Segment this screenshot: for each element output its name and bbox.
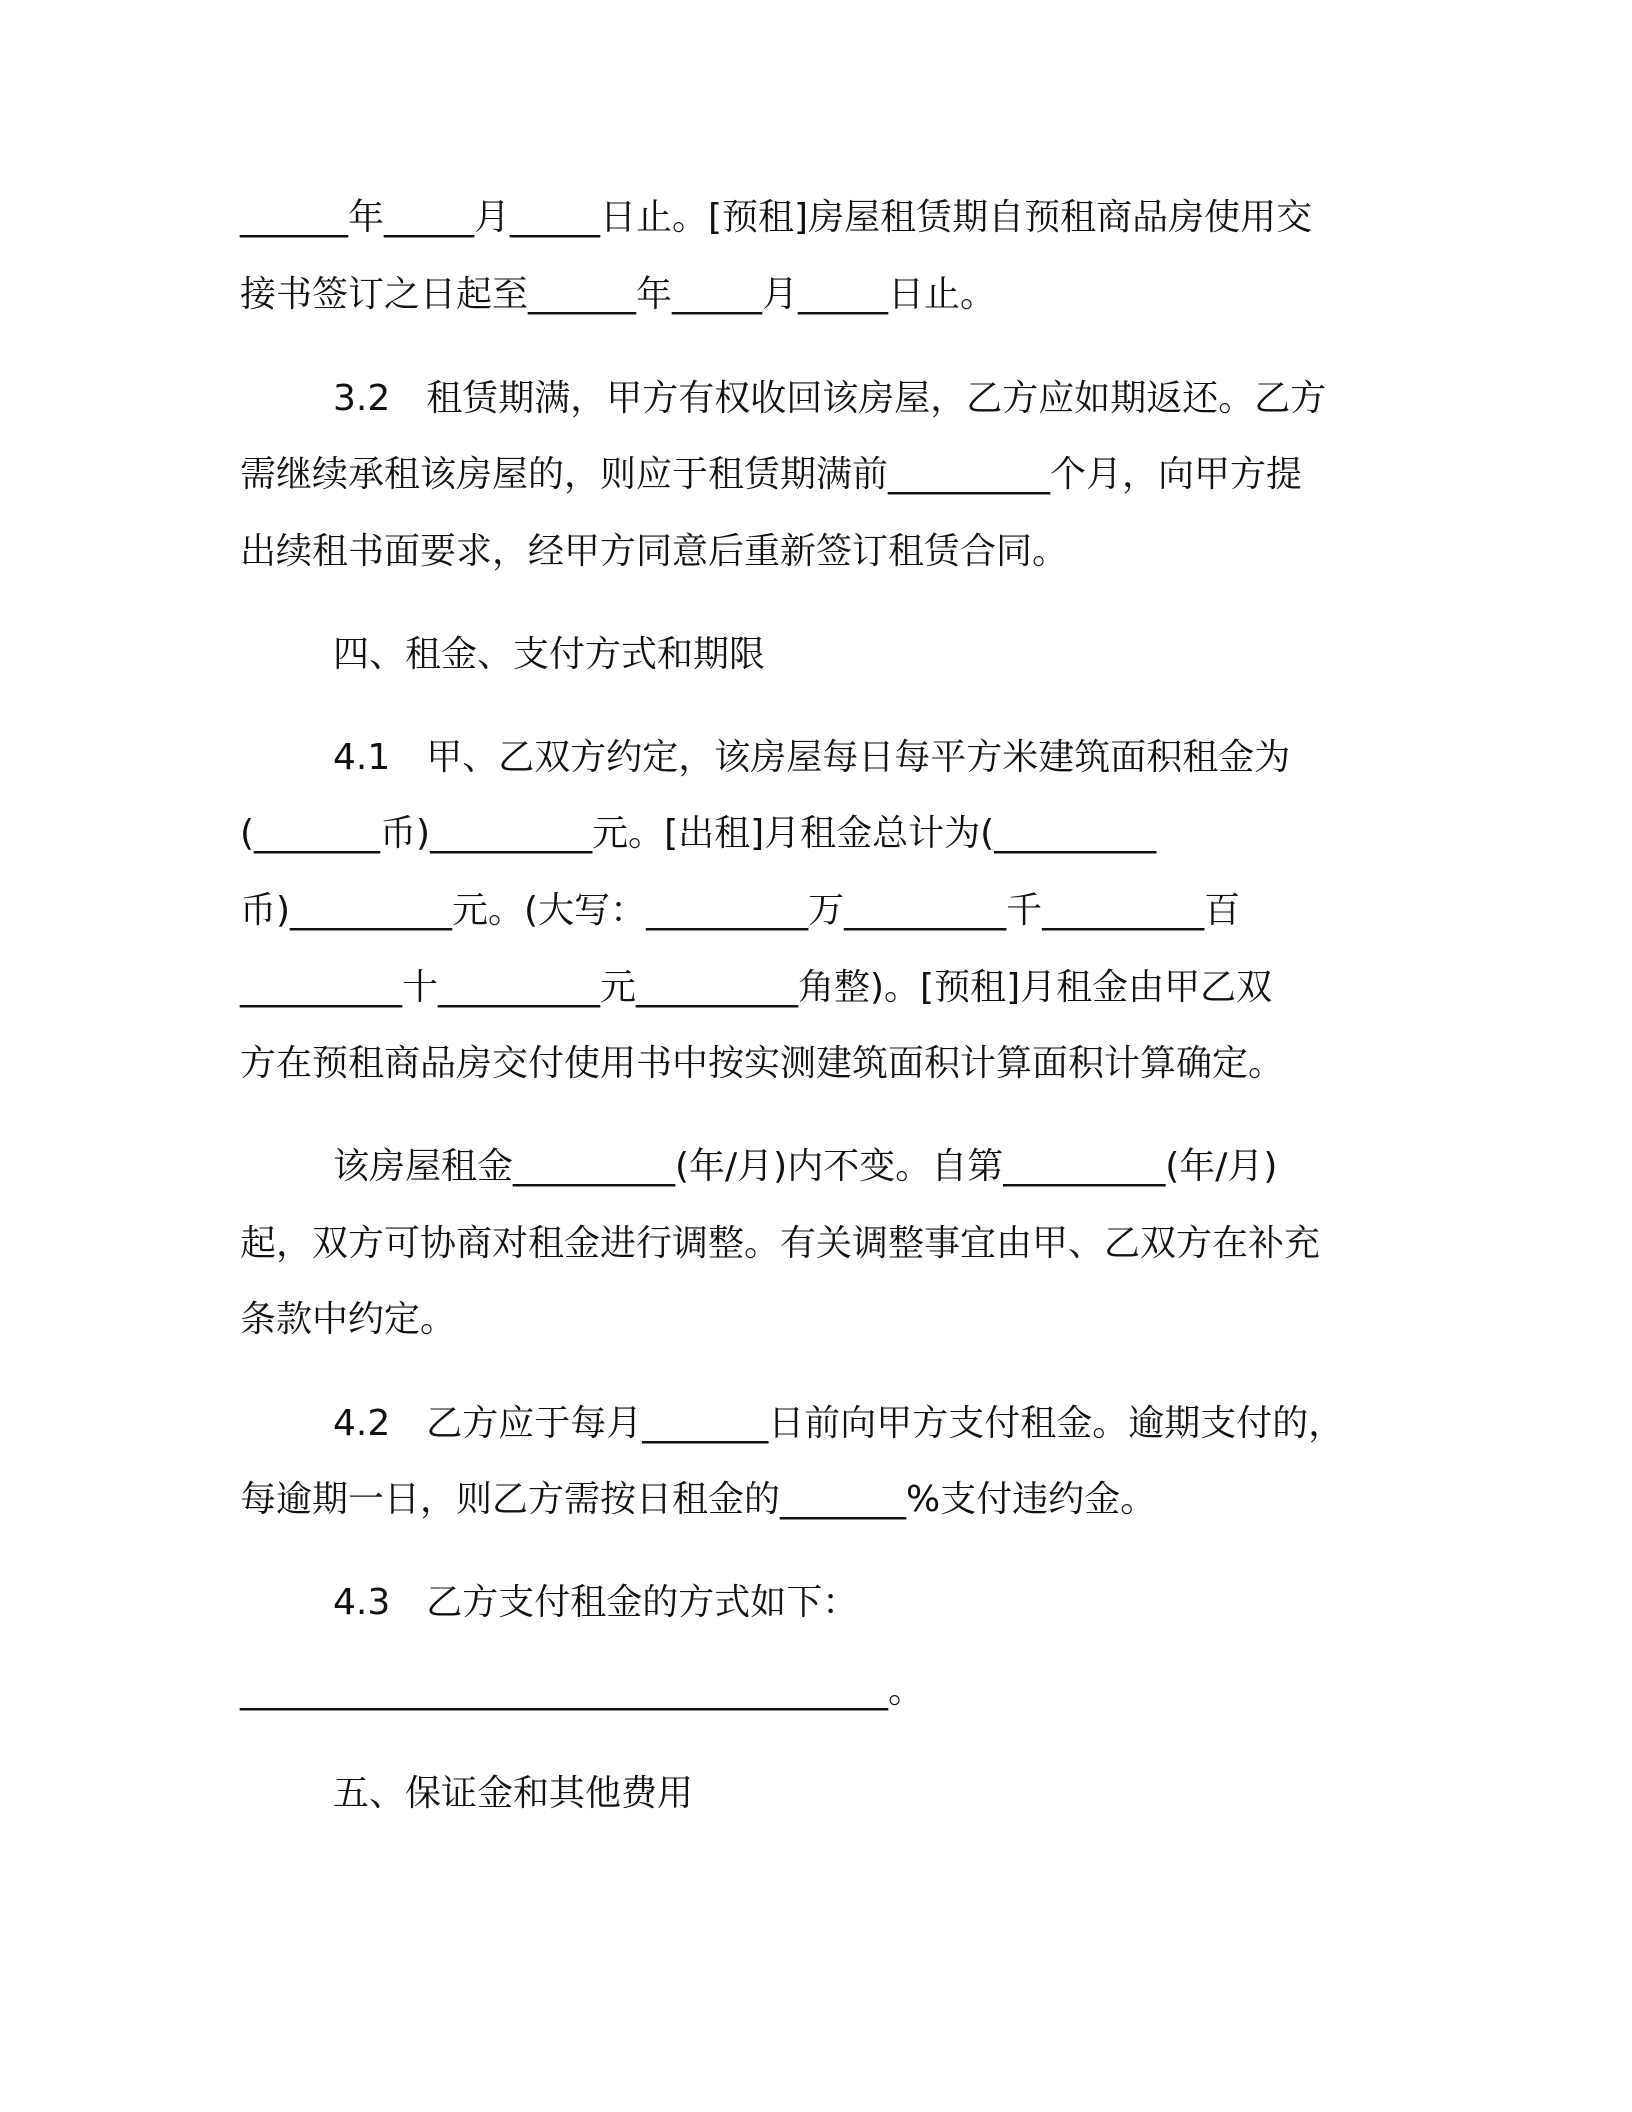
text-line: 条款中约定。	[240, 1299, 457, 1340]
text-line: 出续租书面要求，经甲方同意后重新签订租赁合同。	[240, 531, 1069, 572]
clause-4-2: 4.2 乙方应于每月_______日前向甲方支付租金。逾期支付的，	[333, 1403, 1345, 1444]
text-line: 方在预租商品房交付使用书中按实测建筑面积计算面积计算确定。	[240, 1043, 1285, 1084]
text-line: 币)_________元。(大写：_________万_________千_________百	[240, 890, 1241, 931]
text-line: 起，双方可协商对租金进行调整。有关调整事宜由甲、乙双方在补充	[240, 1223, 1321, 1264]
section-heading-5: 五、保证金和其他费用	[333, 1773, 694, 1814]
text-line: 接书签订之日起至______年_____月_____日止。	[240, 274, 997, 315]
text-line: (_______币)_________元。[出租]月租金总计为(_________	[240, 813, 1157, 854]
clause-4-3: 4.3 乙方支付租金的方式如下：	[333, 1582, 859, 1623]
clause-4-1: 4.1 甲、乙双方约定，该房屋每日每平方米建筑面积租金为	[333, 737, 1291, 778]
text-line: 每逾期一日，则乙方需按日租金的_______%支付违约金。	[240, 1479, 1157, 1520]
section-heading-4: 四、租金、支付方式和期限	[333, 634, 766, 675]
blank-line: ____________________________________。	[240, 1670, 924, 1711]
clause-3-2: 3.2 租赁期满，甲方有权收回该房屋，乙方应如期返还。乙方	[333, 378, 1327, 419]
text-line: ______年_____月_____日止。[预租]房屋租赁期自预租商品房使用交	[240, 197, 1313, 238]
rent-paragraph: 该房屋租金_________(年/月)内不变。自第_________(年/月)	[333, 1146, 1278, 1187]
text-line: 需继续承租该房屋的，则应于租赁期满前_________个月，向甲方提	[240, 454, 1303, 495]
text-line: _________十_________元_________角整)。[预租]月租金由甲乙双	[240, 967, 1273, 1008]
